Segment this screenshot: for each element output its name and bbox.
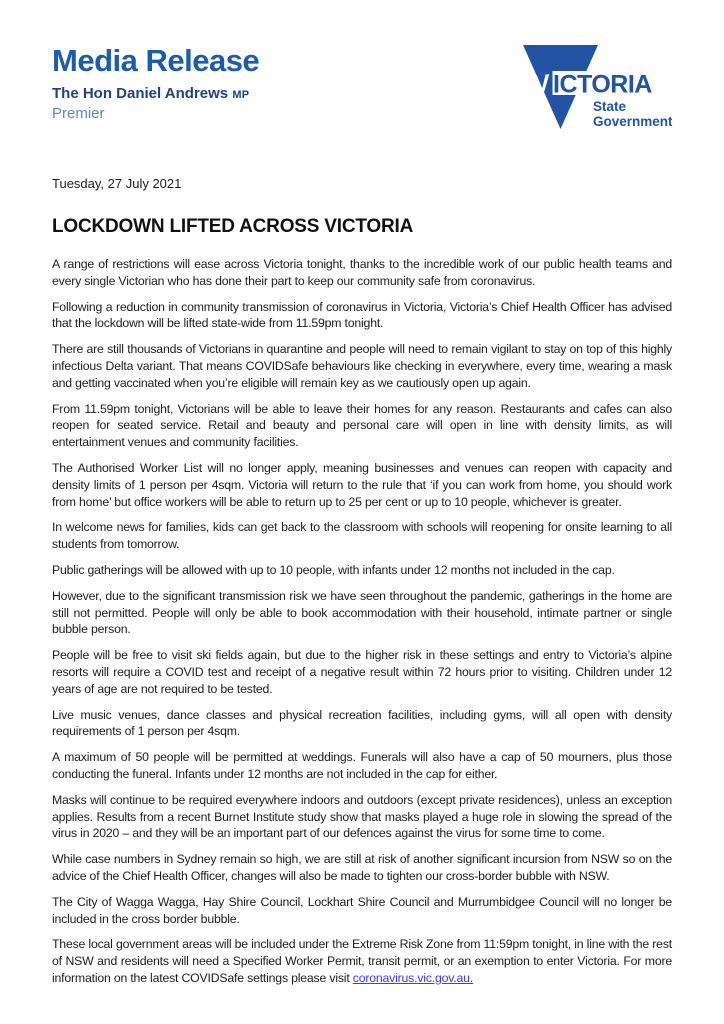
body-paragraph: Following a reduction in community transmission of coronavirus in Victoria, Victoria’s Chief Health Officer has advised that the lockdown will be lifted state-wide from 11.59pm tonight. xyxy=(52,299,672,331)
body-paragraph: However, due to the significant transmission risk we have seen throughout the pandemic, gatherings in the home are still not permitted. People will only be able to book accommodation with their household, intimate partner or single bubble person. xyxy=(52,588,672,637)
body-paragraph: Public gatherings will be allowed with up to 10 people, with infants under 12 months not included in the cap. xyxy=(52,562,615,577)
body-paragraph: There are still thousands of Victorians in quarantine and people will need to remain vigilant to stay on top of this highly infectious Delta variant. That means COVIDSafe behaviours like checking in everywhere, every time, wearing a mask and getting vaccinated when you’re eligible will remain key as we cautiously open up again. xyxy=(52,342,672,390)
header xyxy=(52,40,672,137)
final-paragraph-text: These local government areas will be included under the Extreme Risk Zone from 11:59pm tonight, in line with the rest of NSW and residents will need a Specified Worker Permit, transit permit, or an exemption to enter Victoria. For more information on the latest COVIDSafe settings please visit xyxy=(52,937,672,985)
minister-name: The Hon Daniel Andrews MP xyxy=(52,85,250,102)
masthead-title: Media Release xyxy=(52,43,260,78)
headline: LOCKDOWN LIFTED ACROSS VICTORIA xyxy=(52,216,414,237)
body-paragraph: A maximum of 50 people will be permitted at weddings. Funerals will also have a cap of 50 mourners, plus those conducting the funeral. Infants under 12 months are not included in the cap for either. xyxy=(52,750,672,781)
minister-postnominal: MP xyxy=(232,89,250,101)
body-paragraph: People will be free to visit ski fields again, but due to the higher risk in these settings and entry to Victoria’s alpine resorts will require a COVID test and receipt of a negative result within 72 hours prior to visiting. Children under 12 years of age are not required to be tested. xyxy=(52,648,672,696)
body-paragraph: A range of restrictions will ease across Victoria tonight, thanks to the incredible work of our public health teams and every single Victorian who has done their part to keep our community safe from coronavirus. xyxy=(52,257,672,288)
body-paragraph: The Authorised Worker List will no longer apply, meaning businesses and venues can reopen with capacity and density limits of 1 person per 4sqm. Victoria will return to the rule that ‘if you can work from home, you should work from home’ but office workers will be able to return up to 25 per cent or up to 10 people, whichever is greater. xyxy=(52,460,672,509)
body-paragraph: In welcome news for families, kids can get back to the classroom with schools will reopening for onsite learning to all students from tomorrow. xyxy=(52,520,672,552)
body-paragraph: While case numbers in Sydney remain so high, we are still at risk of another significant incursion from NSW so on the advice of the Chief Health Officer, changes will also be made to tighten our cross-border bubble with NSW. xyxy=(52,852,672,883)
body-paragraph-final xyxy=(52,936,672,986)
logo-letter-v: V xyxy=(532,69,552,99)
body-paragraph: From 11.59pm tonight, Victorians will be able to leave their homes for any reason. Restaurants and cafes can also reopen for seated service. Retail and beauty and personal care will open in line with density limits, as will entertainment venues and community facilities. xyxy=(52,401,672,450)
body-paragraph: The City of Wagga Wagga, Hay Shire Council, Lockhart Shire Council and Murrumbidgee Council will no longer be included in the cross border bubble. xyxy=(52,894,672,926)
masthead xyxy=(52,40,259,122)
minister-role: Premier xyxy=(52,105,105,122)
logo-word-rest: ICTORIA xyxy=(553,70,652,99)
body-paragraph: Live music venues, dance classes and physical recreation facilities, including gyms, will all open with density requirements of 1 person per 4sqm. xyxy=(52,707,672,739)
body-copy xyxy=(52,256,672,987)
victoria-logo-icon xyxy=(522,44,672,132)
coronavirus-link[interactable]: coronavirus.vic.gov.au. xyxy=(352,970,474,985)
body-paragraph: Masks will continue to be required everywhere indoors and outdoors (except private residences), unless an exception applies. Results from a recent Burnet Institute study show that masks played a huge role in slowing the spread of the virus in 2020 – and they will be an important part of our defences against the virus for some time to come. xyxy=(52,792,672,841)
logo-state: State xyxy=(593,99,627,114)
logo-government: Government xyxy=(593,114,672,129)
victoria-state-government-logo xyxy=(522,44,672,137)
release-date: Tuesday, 27 July 2021 xyxy=(52,176,182,191)
